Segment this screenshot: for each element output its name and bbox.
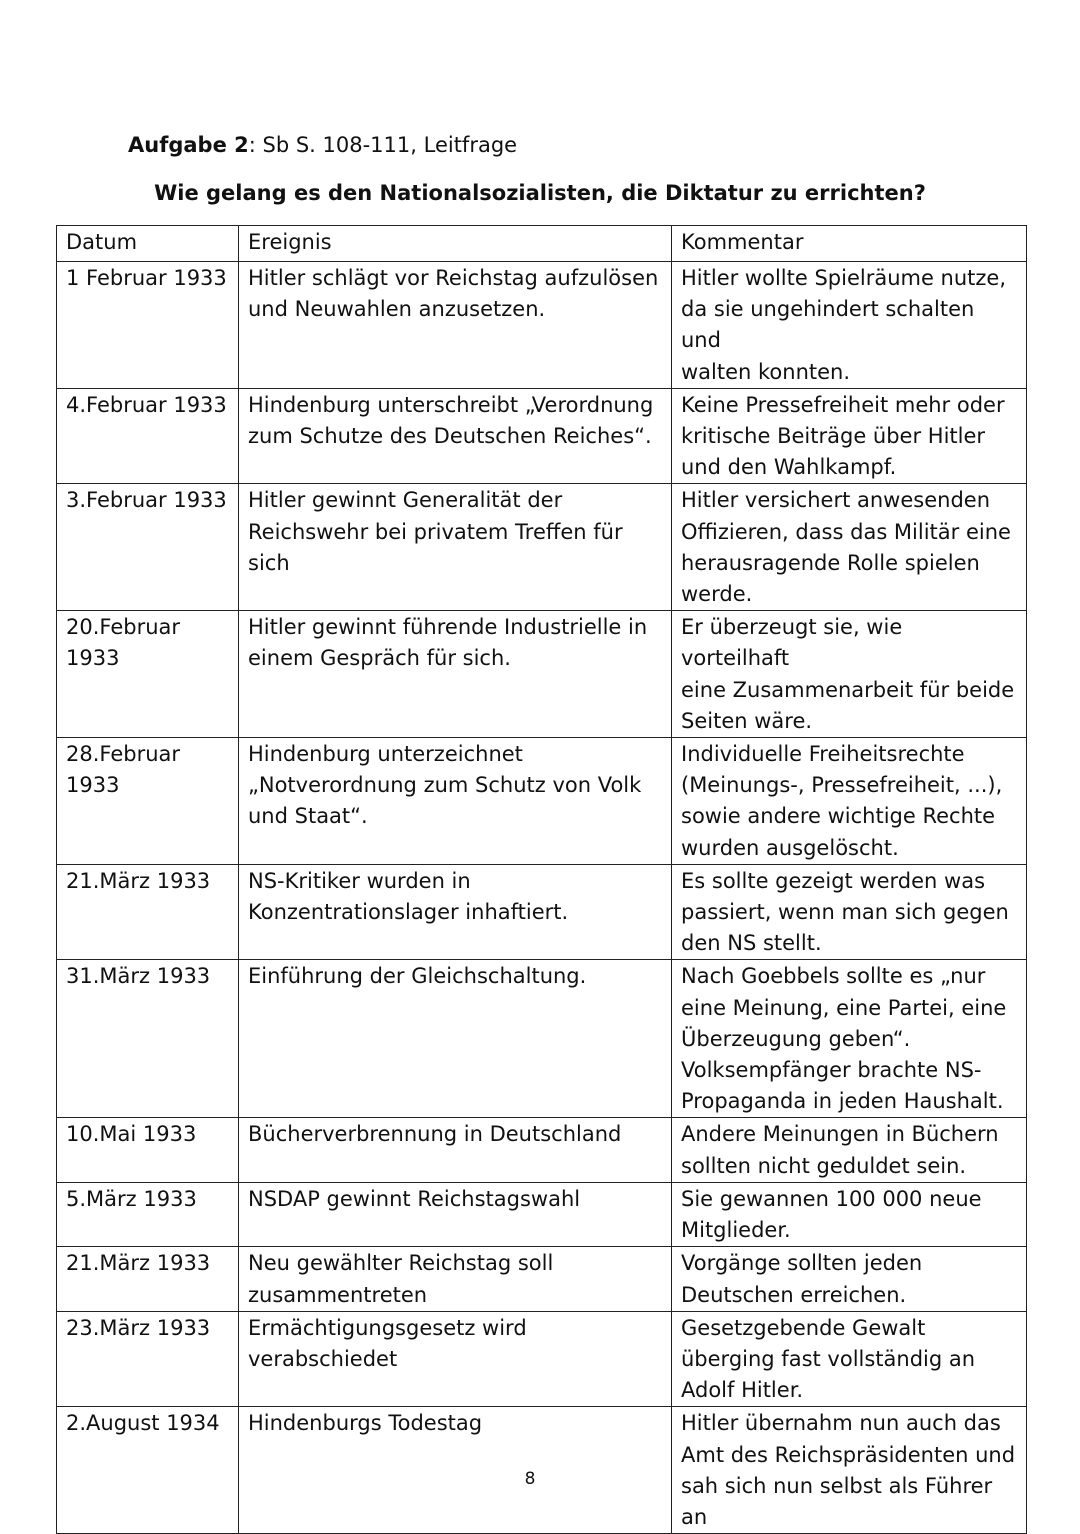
cell-comment: Nach Goebbels sollte es „nur eine Meinung, eine Partei, eine Überzeugung geben“. Volksempfänger brachte NS- Propaganda in jeden Haushalt. [672, 960, 1027, 1118]
task-label: Aufgabe 2 [128, 133, 249, 157]
table-row [57, 1311, 1027, 1407]
cell-date: 3.Februar 1933 [57, 484, 239, 611]
table-row [57, 960, 1027, 1118]
cell-comment: Gesetzgebende Gewalt überging fast vollständig an Adolf Hitler. [672, 1311, 1027, 1407]
cell-event: Neu gewählter Reichstag soll zusammentreten [239, 1247, 672, 1311]
table-row [57, 1182, 1027, 1246]
task-reference: : Sb S. 108-111, Leitfrage [248, 133, 518, 157]
table-row [57, 262, 1027, 389]
timeline-table [56, 225, 1027, 1534]
table-header-row [57, 226, 1027, 262]
cell-event: Hindenburg unterschreibt „Verordnung zum Schutze des Deutschen Reiches“. [239, 388, 672, 484]
cell-comment: Andere Meinungen in Büchern sollten nicht geduldet sein. [672, 1118, 1027, 1182]
cell-date: 23.März 1933 [57, 1311, 239, 1407]
cell-comment: Vorgänge sollten jeden Deutschen erreichen. [672, 1247, 1027, 1311]
cell-date: 21.März 1933 [57, 1247, 239, 1311]
cell-date: 10.Mai 1933 [57, 1118, 239, 1182]
table-row [57, 388, 1027, 484]
cell-event: Hitler schlägt vor Reichstag aufzulösen und Neuwahlen anzusetzen. [239, 262, 672, 389]
table-row [57, 864, 1027, 960]
cell-date: 31.März 1933 [57, 960, 239, 1118]
cell-date: 5.März 1933 [57, 1182, 239, 1246]
cell-event: NS-Kritiker wurden in Konzentrationslager inhaftiert. [239, 864, 672, 960]
cell-date: 28.Februar 1933 [57, 738, 239, 865]
cell-comment: Es sollte gezeigt werden was passiert, wenn man sich gegen den NS stellt. [672, 864, 1027, 960]
cell-date: 4.Februar 1933 [57, 388, 239, 484]
cell-comment: Er überzeugt sie, wie vorteilhaft eine Zusammenarbeit für beide Seiten wäre. [672, 611, 1027, 738]
table-row [57, 1247, 1027, 1311]
cell-date: 1 Februar 1933 [57, 262, 239, 389]
table-row [57, 1118, 1027, 1182]
cell-date: 2.August 1934 [57, 1407, 239, 1534]
cell-comment: Individuelle Freiheitsrechte (Meinungs-, Pressefreiheit, ...), sowie andere wichtige Rechte wurden ausgelöscht. [672, 738, 1027, 865]
header-date: Datum [57, 226, 239, 262]
page-number: 8 [524, 1469, 536, 1489]
cell-date: 21.März 1933 [57, 864, 239, 960]
cell-event: Einführung der Gleichschaltung. [239, 960, 672, 1118]
cell-event: Ermächtigungsgesetz wird verabschiedet [239, 1311, 672, 1407]
cell-comment: Hitler versichert anwesenden Offizieren, dass das Militär eine herausragende Rolle spielen werde. [672, 484, 1027, 611]
cell-comment: Sie gewannen 100 000 neue Mitglieder. [672, 1182, 1027, 1246]
cell-event: NSDAP gewinnt Reichstagswahl [239, 1182, 672, 1246]
cell-date: 20.Februar 1933 [57, 611, 239, 738]
table-row [57, 484, 1027, 611]
table-row [57, 611, 1027, 738]
cell-comment: Hitler wollte Spielräume nutze, da sie ungehindert schalten und walten konnten. [672, 262, 1027, 389]
cell-event: Hindenburg unterzeichnet „Notverordnung zum Schutz von Volk und Staat“. [239, 738, 672, 865]
table-row [57, 738, 1027, 865]
task-heading [128, 130, 517, 160]
header-event: Ereignis [239, 226, 672, 262]
cell-event: Hitler gewinnt führende Industrielle in einem Gespräch für sich. [239, 611, 672, 738]
cell-comment: Keine Pressefreiheit mehr oder kritische Beiträge über Hitler und den Wahlkampf. [672, 388, 1027, 484]
cell-event: Hitler gewinnt Generalität der Reichswehr bei privatem Treffen für sich [239, 484, 672, 611]
cell-event: Hindenburgs Todestag [239, 1407, 672, 1534]
header-comment: Kommentar [672, 226, 1027, 262]
cell-comment: Hitler übernahm nun auch das Amt des Reichspräsidenten und sah sich nun selbst als Führer an [672, 1407, 1027, 1534]
cell-event: Bücherverbrennung in Deutschland [239, 1118, 672, 1182]
guiding-question: Wie gelang es den Nationalsozialisten, die Diktatur zu errichten? [154, 181, 926, 205]
